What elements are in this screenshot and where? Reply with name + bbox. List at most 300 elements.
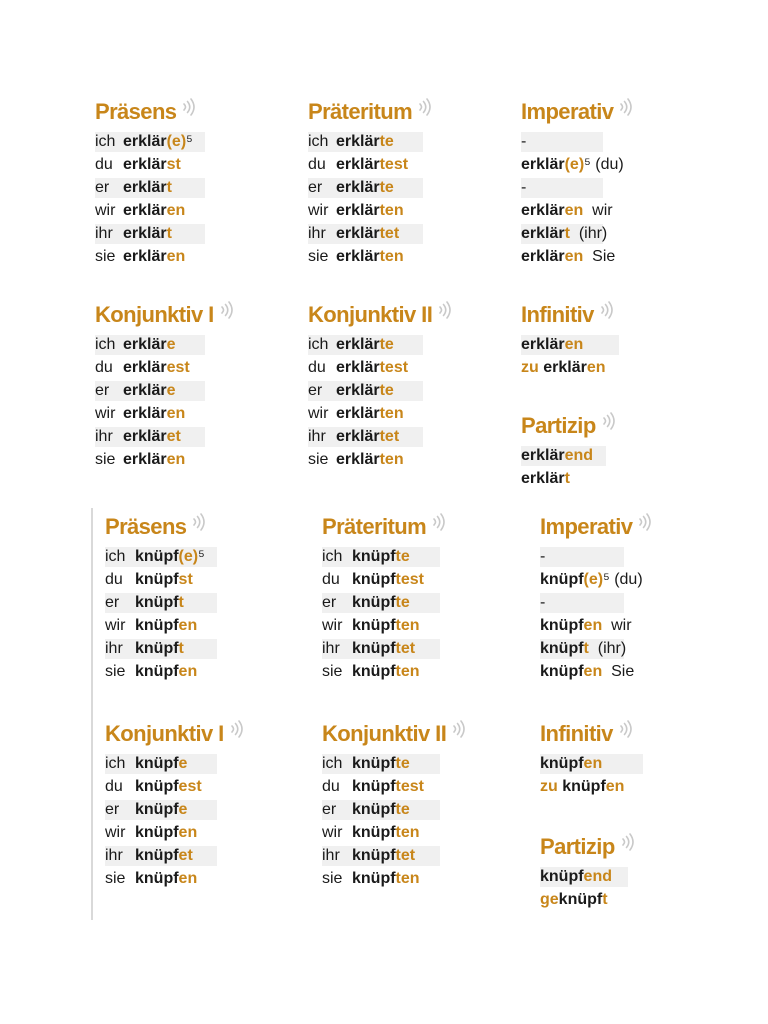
speaker-icon[interactable]: [638, 512, 652, 532]
verb-ending: en: [178, 617, 198, 634]
conjugation-row: [95, 176, 196, 199]
row-annotation: (ihr): [569, 225, 608, 242]
verb-ending: ten: [379, 202, 404, 219]
verb-ending: t: [583, 640, 589, 657]
section-title-text: Imperativ: [540, 514, 633, 540]
verb-stem: knüpf: [135, 778, 179, 795]
verb-stem: erklär: [336, 179, 380, 196]
section-konjunktiv-i: [105, 716, 244, 890]
verb-ending: end: [564, 447, 594, 464]
verb-ending: te: [379, 133, 394, 150]
conjugation-list: [105, 752, 244, 890]
pronoun: sie: [95, 451, 116, 468]
section-imperativ: [540, 509, 652, 683]
verb-stem: erklär: [123, 248, 167, 265]
verb-stem: erklär: [521, 336, 565, 353]
verb-stem: knüpf: [352, 778, 396, 795]
verb-stem: erklär: [123, 382, 167, 399]
conjugation-row: [95, 448, 234, 471]
conjugation-list: [540, 752, 633, 798]
verb-stem: knüpf: [352, 801, 396, 818]
verb-prefix: ge: [540, 891, 559, 908]
pronoun: sie: [308, 451, 329, 468]
verb-stem: erklär: [336, 428, 380, 445]
verb-ending: est: [166, 359, 190, 376]
pronoun: ich: [322, 548, 343, 565]
speaker-icon[interactable]: [621, 832, 635, 852]
pronoun: du: [95, 156, 113, 173]
section-title: [95, 94, 196, 128]
section-title-text: Präsens: [95, 99, 177, 125]
verb-stem: erklär: [123, 156, 167, 173]
conjugation-row: [95, 222, 196, 245]
row-annotation: (ihr): [588, 640, 627, 657]
conjugation-list: [95, 130, 196, 268]
pronoun: ich: [322, 755, 343, 772]
conjugation-row: [308, 448, 452, 471]
verb-ending: t: [166, 179, 172, 196]
verb-ending: en: [586, 359, 606, 376]
verb-prefix: zu: [540, 778, 558, 795]
speaker-icon[interactable]: [192, 512, 206, 532]
section-title-text: Partizip: [540, 834, 615, 860]
speaker-icon[interactable]: [432, 512, 446, 532]
conjugation-row: [105, 591, 206, 614]
verb-stem: knüpf: [352, 594, 396, 611]
verb-stem: knüpf: [352, 847, 396, 864]
conjugation-list: [540, 865, 635, 911]
row-annotation: ⁵: [198, 548, 205, 565]
conjugation-row: [308, 402, 452, 425]
verb-stem: erklär: [521, 248, 565, 265]
pronoun: er: [95, 382, 110, 399]
conjugation-row: [95, 356, 234, 379]
verb-stem: knüpf: [352, 663, 396, 680]
conjugation-row: [322, 798, 466, 821]
conjugation-row: [95, 402, 234, 425]
section-title: [521, 297, 614, 331]
conjugation-list: [322, 752, 466, 890]
verb-ending: te: [379, 179, 394, 196]
conjugation-row: [540, 888, 635, 911]
conjugation-row: [105, 798, 244, 821]
conjugation-list: [521, 333, 614, 379]
verb-stem: knüpf: [135, 571, 179, 588]
conjugation-row: [322, 821, 466, 844]
row-annotation: Sie: [583, 248, 616, 265]
conjugation-list: [95, 333, 234, 471]
conjugation-row: [540, 865, 635, 888]
pronoun: er: [95, 179, 110, 196]
verb-ending: t: [178, 640, 184, 657]
verb-ending: en: [583, 617, 603, 634]
verb-stem: erklär: [336, 225, 380, 242]
conjugation-row: [540, 660, 652, 683]
verb-ending: ten: [395, 617, 420, 634]
pronoun: ihr: [322, 640, 340, 657]
pronoun: sie: [105, 870, 126, 887]
block-divider: [91, 508, 93, 920]
verb-ending: ten: [379, 248, 404, 265]
verb-stem: knüpf: [135, 594, 179, 611]
verb-stem: erklär: [336, 451, 380, 468]
conjugation-row: [308, 153, 432, 176]
conjugation-row: [521, 444, 616, 467]
verb-ending: st: [166, 156, 181, 173]
verb-prefix: zu: [521, 359, 539, 376]
verb-stem: knüpf: [135, 824, 179, 841]
row-highlight: [540, 593, 624, 613]
conjugation-row: [521, 130, 633, 153]
pronoun: du: [322, 778, 340, 795]
conjugation-row: [540, 568, 652, 591]
section-title: [105, 716, 244, 750]
verb-stem: erklär: [336, 156, 380, 173]
verb-ending: (e): [564, 156, 585, 173]
verb-stem: knüpf: [352, 571, 396, 588]
verb-ending: e: [166, 382, 176, 399]
section-title: [308, 297, 452, 331]
conjugation-row: [308, 222, 432, 245]
conjugation-row: [308, 199, 432, 222]
pronoun: sie: [105, 663, 126, 680]
verb-stem: erklär: [521, 202, 565, 219]
conjugation-row: [95, 333, 234, 356]
verb-stem: knüpf: [135, 663, 179, 680]
section-title-text: Konjunktiv I: [95, 302, 214, 328]
pronoun: wir: [308, 202, 329, 219]
verb-ending: t: [602, 891, 608, 908]
verb-stem: erklär: [123, 336, 167, 353]
row-highlight: [521, 132, 603, 152]
conjugation-row: [308, 245, 432, 268]
verb-ending: t: [166, 225, 172, 242]
section-title-text: Infinitiv: [521, 302, 594, 328]
verb-stem: erklär: [521, 225, 565, 242]
verb-ending: et: [178, 847, 193, 864]
verb-ending: en: [166, 405, 186, 422]
verb-ending: ten: [395, 870, 420, 887]
section-praesens: [105, 509, 206, 683]
section-title: [308, 94, 432, 128]
pronoun: er: [105, 801, 120, 818]
conjugation-row: [521, 153, 633, 176]
row-annotation: ⁵ (du): [584, 156, 624, 173]
verb-ending: en: [564, 202, 584, 219]
verb-stem: knüpf: [352, 755, 396, 772]
pronoun: ihr: [95, 225, 113, 242]
verb-ending: te: [395, 755, 410, 772]
conjugation-row: [105, 660, 206, 683]
conjugation-row: [105, 775, 244, 798]
verb-ending: tet: [395, 847, 416, 864]
verb-stem: knüpf: [352, 548, 396, 565]
verb-ending: e: [178, 801, 188, 818]
verb-ending: tet: [379, 428, 400, 445]
conjugation-row: [521, 245, 633, 268]
section-praesens: [95, 94, 196, 268]
verb-stem: knüpf: [135, 847, 179, 864]
pronoun: ich: [308, 336, 329, 353]
verb-ending: t: [564, 470, 570, 487]
speaker-icon[interactable]: [230, 719, 244, 739]
conjugation-row: [322, 614, 446, 637]
speaker-icon[interactable]: [602, 411, 616, 431]
verb-ending: test: [379, 156, 409, 173]
verb-ending: (e): [583, 571, 604, 588]
conjugation-row: [521, 333, 614, 356]
conjugation-row: [308, 333, 452, 356]
empty-form-dash: -: [521, 133, 527, 150]
verb-ending: (e): [178, 548, 199, 565]
verb-stem: erklär: [521, 470, 565, 487]
conjugation-list: [308, 333, 452, 471]
conjugation-row: [105, 614, 206, 637]
conjugation-row: [521, 356, 614, 379]
conjugation-row: [95, 199, 196, 222]
verb-stem: knüpf: [562, 778, 606, 795]
verb-ending: tet: [395, 640, 416, 657]
verb-ending: en: [166, 202, 186, 219]
verb-ending: en: [178, 824, 198, 841]
section-konjunktiv-i: [95, 297, 234, 471]
pronoun: du: [308, 359, 326, 376]
section-title: [540, 509, 652, 543]
verb-ending: ten: [395, 663, 420, 680]
section-title: [521, 408, 616, 442]
speaker-icon[interactable]: [619, 719, 633, 739]
section-title-text: Konjunktiv I: [105, 721, 224, 747]
pronoun: ihr: [308, 428, 326, 445]
conjugation-row: [322, 867, 466, 890]
pronoun: du: [95, 359, 113, 376]
verb-stem: knüpf: [540, 663, 584, 680]
row-annotation: wir: [602, 617, 632, 634]
verb-stem: erklär: [521, 447, 565, 464]
pronoun: ihr: [308, 225, 326, 242]
conjugation-row: [540, 775, 633, 798]
verb-ending: ten: [379, 451, 404, 468]
verb-stem: erklär: [336, 405, 380, 422]
conjugation-row: [105, 821, 244, 844]
conjugation-row: [322, 637, 446, 660]
pronoun: du: [308, 156, 326, 173]
verb-stem: erklär: [336, 382, 380, 399]
section-imperativ: [521, 94, 633, 268]
pronoun: du: [105, 571, 123, 588]
speaker-icon[interactable]: [418, 97, 432, 117]
verb-ending: tet: [379, 225, 400, 242]
section-title-text: Konjunktiv II: [322, 721, 447, 747]
conjugation-list: [308, 130, 432, 268]
pronoun: du: [105, 778, 123, 795]
section-title: [540, 829, 635, 863]
pronoun: ich: [95, 336, 116, 353]
pronoun: ihr: [105, 640, 123, 657]
verb-stem: knüpf: [540, 617, 584, 634]
conjugation-row: [322, 775, 466, 798]
verb-stem: knüpf: [540, 640, 584, 657]
verb-stem: erklär: [123, 179, 167, 196]
verb-ending: te: [395, 548, 410, 565]
verb-ending: test: [379, 359, 409, 376]
conjugation-row: [95, 379, 234, 402]
verb-stem: erklär: [336, 248, 380, 265]
verb-ending: et: [166, 428, 181, 445]
pronoun: er: [322, 801, 337, 818]
conjugation-list: [105, 545, 206, 683]
pronoun: sie: [308, 248, 329, 265]
verb-ending: en: [564, 248, 584, 265]
conjugation-list: [521, 444, 616, 490]
conjugation-row: [105, 844, 244, 867]
section-title-text: Infinitiv: [540, 721, 613, 747]
conjugation-row: [105, 867, 244, 890]
conjugation-row: [308, 176, 432, 199]
verb-ending: en: [178, 870, 198, 887]
row-highlight: [540, 547, 624, 567]
speaker-icon[interactable]: [182, 97, 196, 117]
conjugation-row: [105, 568, 206, 591]
verb-stem: erklär: [336, 202, 380, 219]
conjugation-row: [322, 660, 446, 683]
conjugation-row: [95, 245, 196, 268]
speaker-icon[interactable]: [452, 719, 466, 739]
conjugation-list: [322, 545, 446, 683]
pronoun: wir: [105, 824, 126, 841]
verb-ending: te: [395, 801, 410, 818]
verb-ending: st: [178, 571, 193, 588]
pronoun: ich: [105, 755, 126, 772]
row-annotation: Sie: [602, 663, 635, 680]
section-title: [322, 509, 446, 543]
section-title-text: Präteritum: [322, 514, 427, 540]
verb-stem: knüpf: [352, 870, 396, 887]
verb-ending: en: [583, 663, 603, 680]
verb-ending: test: [395, 571, 424, 588]
verb-stem: knüpf: [352, 617, 396, 634]
pronoun: wir: [95, 405, 116, 422]
section-title-text: Präteritum: [308, 99, 413, 125]
section-title: [322, 716, 466, 750]
pronoun: er: [105, 594, 120, 611]
verb-stem: erklär: [543, 359, 587, 376]
conjugation-row: [540, 614, 652, 637]
section-infinitiv: [540, 716, 633, 798]
pronoun: ihr: [105, 847, 123, 864]
verb-stem: knüpf: [540, 755, 584, 772]
conjugation-row: [95, 130, 196, 153]
pronoun: ich: [105, 548, 126, 565]
verb-ending: en: [605, 778, 625, 795]
section-partizip: [521, 408, 616, 490]
verb-stem: knüpf: [540, 571, 584, 588]
section-konjunktiv-ii: [322, 716, 466, 890]
conjugation-row: [308, 379, 452, 402]
conjugation-list: [540, 545, 652, 683]
conjugation-row: [308, 356, 452, 379]
verb-stem: erklär: [336, 133, 380, 150]
conjugation-list: [521, 130, 633, 268]
pronoun: sie: [95, 248, 116, 265]
row-annotation: ⁵: [186, 133, 193, 150]
pronoun: ich: [95, 133, 116, 150]
verb-stem: knüpf: [135, 870, 179, 887]
section-title: [540, 716, 633, 750]
row-annotation: ⁵ (du): [603, 571, 643, 588]
conjugation-row: [521, 176, 633, 199]
verb-ending: test: [395, 778, 424, 795]
section-title-text: Konjunktiv II: [308, 302, 433, 328]
pronoun: ihr: [322, 847, 340, 864]
pronoun: sie: [322, 663, 343, 680]
verb-stem: erklär: [123, 359, 167, 376]
speaker-icon[interactable]: [619, 97, 633, 117]
section-title: [95, 297, 234, 331]
verb-ending: en: [178, 663, 198, 680]
conjugation-row: [521, 199, 633, 222]
verb-ending: (e): [166, 133, 187, 150]
speaker-icon[interactable]: [600, 300, 614, 320]
verb-ending: en: [166, 248, 186, 265]
pronoun: wir: [95, 202, 116, 219]
verb-stem: knüpf: [352, 824, 396, 841]
conjugation-row: [105, 545, 206, 568]
verb-ending: end: [583, 868, 612, 885]
conjugation-row: [322, 591, 446, 614]
speaker-icon[interactable]: [438, 300, 452, 320]
verb-ending: ten: [395, 824, 420, 841]
verb-stem: knüpf: [558, 891, 603, 908]
verb-ending: en: [583, 755, 603, 772]
verb-ending: e: [166, 336, 176, 353]
verb-stem: knüpf: [540, 868, 584, 885]
verb-stem: knüpf: [352, 640, 396, 657]
section-infinitiv: [521, 297, 614, 379]
conjugation-row: [105, 637, 206, 660]
verb-stem: erklär: [123, 405, 167, 422]
verb-stem: knüpf: [135, 640, 179, 657]
verb-ending: e: [178, 755, 188, 772]
conjugation-row: [322, 752, 466, 775]
pronoun: wir: [308, 405, 329, 422]
conjugation-row: [308, 425, 452, 448]
conjugation-row: [521, 467, 616, 490]
verb-stem: erklär: [123, 225, 167, 242]
pronoun: er: [308, 179, 323, 196]
conjugation-row: [95, 153, 196, 176]
verb-ending: t: [178, 594, 184, 611]
section-title: [521, 94, 633, 128]
verb-stem: knüpf: [135, 801, 179, 818]
verb-ending: te: [379, 382, 394, 399]
conjugation-row: [95, 425, 234, 448]
conjugation-row: [308, 130, 432, 153]
pronoun: du: [322, 571, 340, 588]
verb-stem: erklär: [521, 156, 565, 173]
section-konjunktiv-ii: [308, 297, 452, 471]
section-partizip: [540, 829, 635, 911]
section-praeteritum: [308, 94, 432, 268]
verb-stem: erklär: [123, 202, 167, 219]
conjugation-row: [322, 844, 466, 867]
conjugation-row: [540, 637, 652, 660]
verb-stem: erklär: [336, 359, 380, 376]
conjugation-row: [322, 568, 446, 591]
section-praeteritum: [322, 509, 446, 683]
speaker-icon[interactable]: [220, 300, 234, 320]
verb-stem: erklär: [123, 133, 167, 150]
